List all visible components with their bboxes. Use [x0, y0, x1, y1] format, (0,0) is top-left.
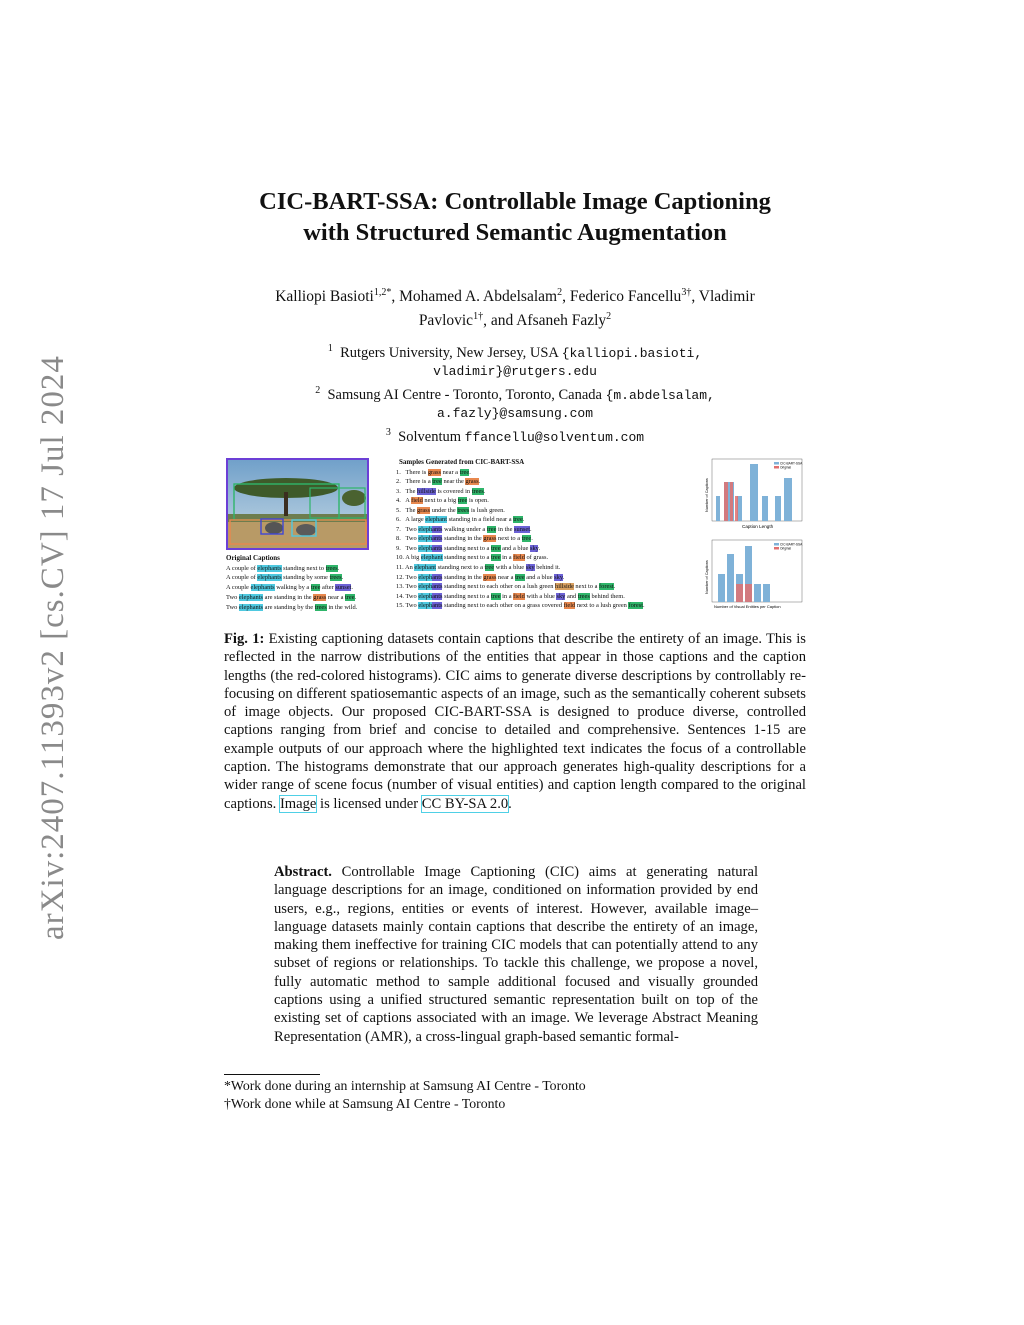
author-name: , Mohamed A. Abdelsalam — [391, 288, 558, 306]
caption-length-histogram — [705, 459, 803, 529]
sample-caption: 9. Two elephants standing next to a tree and a blue sky. — [396, 544, 541, 552]
sample-caption: 6. A large elephant standing in a field near a tree. — [396, 516, 525, 524]
license-link[interactable]: CC BY-SA 2.0 — [421, 795, 509, 812]
chart1-legend-1: CIC-BART-SSA — [780, 461, 803, 466]
author-list — [220, 283, 810, 331]
abstract-label: Abstract. — [274, 864, 332, 880]
affiliation-3 — [240, 424, 790, 447]
original-captions — [226, 554, 396, 612]
paper-title — [200, 186, 830, 248]
footnote-rule — [224, 1074, 320, 1075]
figure-label: Fig. 1: — [224, 631, 265, 647]
caption-text-mid: is licensed under — [316, 795, 422, 812]
figure-caption — [224, 630, 806, 813]
affil-num: 2 — [315, 384, 321, 396]
sample-caption: 1. There is grass near a tree. — [396, 468, 471, 476]
affil-email: ffancellu@solventum.com — [464, 429, 645, 445]
affiliation-1-email: vladimir}@rutgers.edu — [433, 364, 597, 380]
original-caption: Two elephants are standing in the grass near a tree. — [226, 593, 357, 601]
author-name: , and Afsaneh Fazly — [483, 312, 607, 330]
affiliation-2-email: a.fazly}@samsung.com — [436, 406, 594, 422]
caption-text: Existing captioning datasets contain captions that describe the entirety of an image. This is reflected in the narrow distributions of the entities that appear in those captions and the caption lengths (the red-colored histograms). CIC aims to generate diverse descriptions by controllably re-focusing on different spatiosemantic aspects of an image, such as the semantically coherent subsets of image objects. Our proposed CIC-BART-SSA is designed to produce diverse, controlled captions ranging from brief and concise to detailed and comprehensive. Sentences 1-15 are example outputs of our approach where the highlighted text indicates the focus of a controllable caption. The histograms demonstrate that our approach generates high-quality descriptions for a wider range of scene focus (number of visual entities) and caption length compared to the original captions. — [224, 631, 806, 812]
arxiv-identifier: arXiv:2407.11393v2 [cs.CV] 17 Jul 2024 — [35, 355, 71, 940]
affiliation-2 — [240, 382, 790, 405]
sample-caption: 8. Two elephants standing in the grass next to a tree. — [396, 535, 533, 543]
footnote-2: †Work done while at Samsung AI Centre - Toronto — [224, 1096, 506, 1112]
chart1-ylabel: Number of Captions — [705, 478, 709, 512]
author-sup: 1† — [473, 311, 484, 323]
affil-text: Solventum — [398, 428, 465, 445]
original-caption: A couple of elephants standing by some trees. — [226, 574, 344, 582]
author-name: , Federico Fancellu — [562, 288, 682, 306]
author-name: , Vladimir — [691, 288, 755, 306]
chart2-legend-2: Original — [780, 546, 791, 551]
affiliations — [240, 340, 790, 447]
visual-entities-histogram — [705, 540, 803, 609]
sample-caption: 2. There is a tree near the grass. — [396, 478, 481, 486]
caption-end: . — [508, 795, 512, 812]
author-sup: 2 — [557, 287, 563, 298]
histogram-charts — [702, 456, 812, 616]
sample-caption: 5. The grass under the trees is lush green. — [396, 506, 505, 514]
abstract — [274, 863, 758, 1046]
original-captions-header: Original Captions — [226, 554, 280, 562]
footnote-1: *Work done during an internship at Samsung AI Centre - Toronto — [224, 1078, 586, 1093]
affil-num: 1 — [327, 343, 333, 354]
title-line-2: with Structured Semantic Augmentation — [303, 219, 727, 246]
elephant-photo — [226, 458, 369, 550]
footnotes — [224, 1077, 824, 1114]
sample-caption: 14. Two elephants standing next to a tree in a field with a blue sky and trees behind them. — [396, 592, 625, 600]
abstract-text: Controllable Image Captioning (CIC) aims at generating natural language descriptions for an image, conditioned on information provided by end users, e.g., regions, entities or events of interest. However, available image–language datasets mainly contain captions that describe the entirety of an image, making them ineffective for training CIC models that can potentially attend to any subset of regions or relationships. To tackle this challenge, we propose a novel, fully automatic method to sample additional focused and visually grounded captions using a unified structured semantic representation built on top of the existing set of captions associated with an image. We leverage Abstract Meaning Representation (AMR), a cross-lingual graph-based semantic formal- — [274, 864, 758, 1045]
author-sup: 3† — [681, 287, 692, 298]
sample-caption: 3. The hillside is covered in trees. — [396, 487, 486, 495]
chart1-legend-2: Original — [780, 465, 791, 470]
sample-caption: 4. A field next to a big tree is open. — [396, 497, 489, 505]
affil-email: {kalliopi.basioti, — [561, 345, 703, 361]
affil-num: 3 — [385, 426, 391, 438]
affil-email: {m.abdelsalam, — [605, 387, 715, 403]
original-caption: A couple elephants walking by a tree after sunset. — [226, 584, 353, 592]
sample-caption: 11. An elephant standing next to a tree with a blue sky behind it. — [396, 564, 561, 572]
author-sup: 2 — [606, 311, 612, 323]
image-link[interactable]: Image — [279, 795, 317, 812]
chart2-legend-1: CIC-BART-SSA — [780, 542, 803, 547]
author-sup: 1,2* — [373, 287, 392, 298]
author-name: Kalliopi Basioti — [275, 288, 374, 306]
samples-header: Samples Generated from CIC-BART-SSA — [399, 458, 525, 466]
affil-text: Rutgers University, New Jersey, USA — [340, 344, 562, 361]
original-caption: Two elephants are standing by the trees in the wild. — [226, 603, 358, 611]
figure-1 — [224, 456, 809, 616]
generated-samples — [396, 458, 706, 611]
original-caption: A couple of elephants standing next to trees. — [226, 564, 340, 572]
chart1-xlabel: Caption Length — [742, 524, 774, 529]
affiliation-1 — [240, 340, 790, 363]
sample-caption: 15. Two elephants standing next to each other on a grass covered field next to a lush green forest. — [396, 602, 645, 610]
sample-caption: 10. A big elephant standing next to a tree in a field of grass. — [396, 554, 549, 562]
author-name: Pavlovic — [418, 312, 474, 330]
sample-caption: 7. Two elephants walking under a tree in the sunset. — [396, 525, 532, 533]
sample-caption: 12. Two elephants standing in the grass near a tree and a blue sky. — [396, 573, 565, 581]
affil-text: Samsung AI Centre - Toronto, Toronto, Canada — [327, 386, 606, 403]
chart2-xlabel: Number of Visual Entities per Caption — [714, 604, 781, 609]
sample-caption: 13. Two elephants standing next to each other on a lush green hillside next to a forest. — [396, 583, 616, 591]
title-line-1: CIC-BART-SSA: Controllable Image Captioning — [259, 188, 771, 215]
chart2-ylabel: Number of Captions — [705, 560, 709, 594]
